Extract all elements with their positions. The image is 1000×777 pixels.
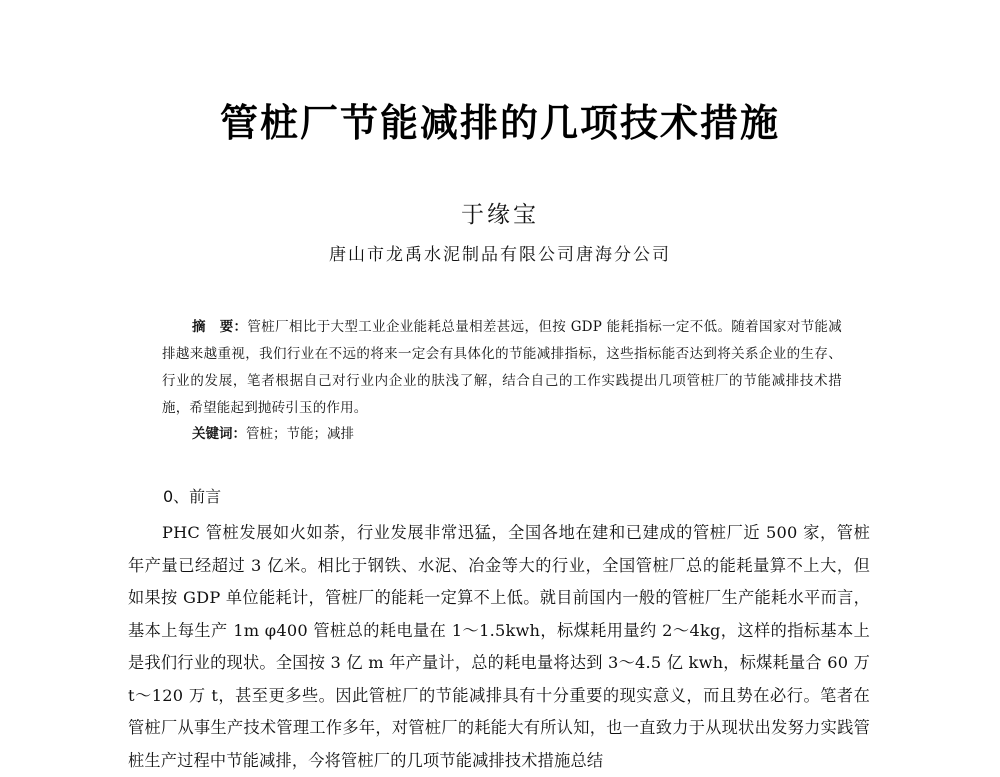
body-text <box>128 517 870 777</box>
author-name: 于缘宝 <box>461 202 539 228</box>
abstract-paragraph <box>162 314 842 422</box>
keywords-label: 关键词： <box>192 426 246 442</box>
keywords-text: 管桩；节能；减排 <box>246 426 354 442</box>
body-paragraph: PHC 管桩发展如火如荼，行业发展非常迅猛，全国各地在建和已建成的管桩厂近 500 家，管桩年产量已经超过 3 亿米。相比于钢铁、水泥、冶金等大的行业，全国管桩厂总的能耗量算不上大，但如果按 GDP 单位能耗计，管桩厂的能耗一定算不上低。就目前国内一般的管桩厂生产能耗水平而言，基本上每生产 1m φ400 管桩总的耗电量在 1～1.5kwh，标煤耗用量约 2～4kg，这样的指标基本上是我们行业的现状。全国按 3 亿 m 年产量计，总的耗电量将达到 3～4.5 亿 kwh，标煤耗量合 60 万 t～120 万 t，甚至更多些。因此管桩厂的节能减排具有十分重要的现实意义，而且势在必行。笔者在管桩厂从事生产技术管理工作多年，对管桩厂的耗能大有所认知，也一直致力于从现状出发努力实践管桩生产过程中节能减排，今将管桩厂的几项节能减排技术措施总结 <box>128 523 870 770</box>
author-affiliation: 唐山市龙禹水泥制品有限公司唐海分公司 <box>329 245 671 265</box>
abstract-label: 摘 要： <box>192 319 248 335</box>
paper-title: 管桩厂节能减排的几项技术措施 <box>219 101 780 145</box>
abstract-text: 管桩厂相比于大型工业企业能耗总量相差甚远，但按 GDP 能耗指标一定不低。随着国家对节能减排越来越重视，我们行业在不远的将来一定会有具体化的节能减排指标，这些指标能否达到将关系企业的生存、行业的发展，笔者根据自己对行业内企业的肤浅了解，结合自己的工作实践提出几项管桩厂的节能减排技术措施，希望能起到抛砖引玉的作用。 <box>162 319 842 416</box>
section-heading: 0、前言 <box>163 487 222 506</box>
keywords <box>192 422 354 442</box>
abstract <box>162 314 842 422</box>
